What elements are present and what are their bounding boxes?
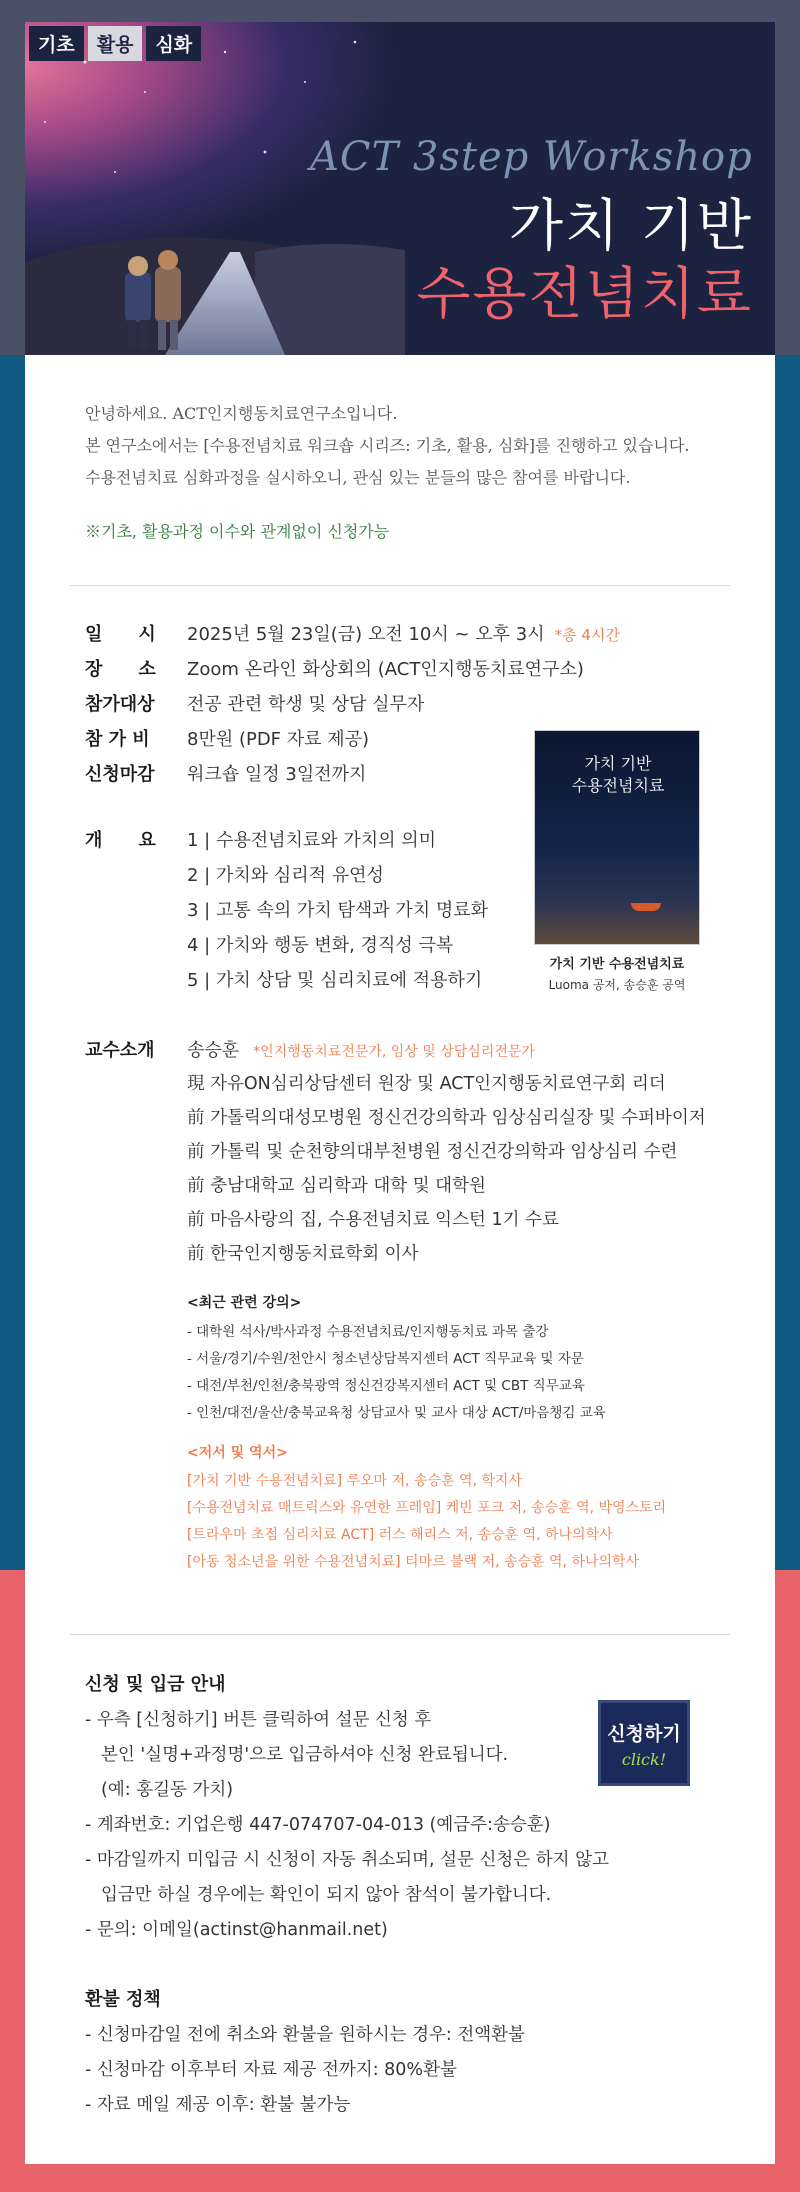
instructor-label: 교수소개 [85,1040,155,1061]
hero-title-line1: 가치 기반 [508,194,753,259]
refund-section [85,1985,725,2126]
career-item: 前 마음사랑의 집, 수용전념치료 익스턴 1기 수료 [187,1210,559,1230]
date-note: *총 4시간 [554,626,620,644]
divider-bottom [70,1634,730,1635]
intro-section [85,398,725,548]
intro-line-2: 본 연구소에서는 [수용전념치료 워크숍 시리즈: 기초, 활용, 심화]를 진행하고 있습니다. [85,436,690,455]
apply-button-sub: click! [621,1750,667,1769]
lecture-item: - 대전/부천/인천/충북광역 정신건강복지센터 ACT 및 CBT 직무교육 [187,1378,585,1394]
instructor-name: 송승훈 [187,1040,240,1061]
outline-item: 3 | 고통 속의 가치 탐색과 가치 명료화 [187,900,488,921]
lecture-item: - 대학원 석사/박사과정 수용전념치료/인지행동치료 과목 출강 [187,1324,549,1340]
outline-label: 개 요 [85,830,156,851]
place-label: 장 소 [85,659,156,680]
book-block [534,730,700,993]
outline-section [85,826,545,1001]
target-value: 전공 관련 학생 및 상담 실무자 [187,694,425,715]
book-cover-image [534,730,700,945]
hero-title-line2: 수용전념치료 [416,262,753,327]
lectures-title: <최근 관련 강의> [187,1295,302,1311]
fee-value: 8만원 (PDF 자료 제공) [187,729,370,750]
workshop-script-title: ACT 3step Workshop [310,134,753,180]
fee-label: 참 가 비 [85,729,150,750]
outline-row [85,826,545,1001]
tab-application: 활용 [88,26,143,61]
info-row-date [85,620,745,655]
apply-title: 신청 및 입금 안내 [85,1674,226,1695]
lectures-list [187,1292,765,1428]
info-row-place [85,655,745,690]
book-caption-title: 가치 기반 수용전념치료 [549,957,685,972]
refund-line: - 자료 메일 제공 이후: 환불 불가능 [85,2095,351,2115]
instructor-specialty: *인지행동치료전문가, 임상 및 상담심리전문가 [253,1044,535,1060]
instructor-section [85,1036,765,1578]
career-item: 前 가톨릭 및 순천향의대부천병원 정신건강의학과 임상심리 수련 [187,1142,678,1162]
book-cover-title-2: 수용전념치료 [571,776,665,795]
book-item: [가치 기반 수용전념치료] 루오마 저, 송승훈 역, 학지사 [187,1473,522,1489]
target-label: 참가대상 [85,694,155,715]
intro-line-1: 안녕하세요. ACT인지행동치료연구소입니다. [85,404,398,423]
apply-line: - 우측 [신청하기] 버튼 클릭하여 설문 신청 후 [85,1710,432,1730]
apply-button[interactable] [598,1700,690,1786]
tab-advanced: 심화 [146,26,201,61]
tab-basic: 기초 [29,26,84,61]
career-list [187,1070,765,1274]
info-row-target [85,690,745,725]
career-item: 前 가톨릭의대성모병원 정신건강의학과 임상심리실장 및 수퍼바이저 [187,1108,706,1128]
date-value: 2025년 5월 23일(금) 오전 10시 ~ 오후 3시 [187,624,545,645]
career-item: 前 한국인지행동치료학회 이사 [187,1244,419,1264]
career-item: 現 자유ON심리상담센터 원장 및 ACT인지행동치료연구회 리더 [187,1074,666,1094]
refund-title: 환불 정책 [85,1989,161,2010]
apply-line: 본인 '실명+과정명'으로 입금하셔야 신청 완료됩니다. [101,1745,509,1765]
book-cover-title-1: 가치 기반 [584,754,652,773]
hero-banner [25,22,775,355]
outline-item: 1 | 수용전념치료와 가치의 의미 [187,830,437,851]
boat-icon [631,903,661,911]
refund-line: - 신청마감일 전에 취소와 환불을 원하시는 경우: 전액환불 [85,2025,525,2045]
divider-top [70,585,730,586]
date-label: 일 시 [85,624,156,645]
career-item: 前 충남대학교 심리학과 대학 및 대학원 [187,1176,486,1196]
apply-line: 입금만 하실 경우에는 확인이 되지 않아 참석이 불가합니다. [101,1885,552,1905]
book-item: [아동 청소년을 위한 수용전념치료] 티마르 블랙 저, 송승훈 역, 하나의학사 [187,1554,640,1570]
apply-button-label: 신청하기 [607,1723,681,1745]
refund-line: - 신청마감 이후부터 자료 제공 전까지: 80%환불 [85,2060,457,2080]
book-caption-authors: Luoma 공저, 송승훈 공역 [548,978,686,992]
outline-item: 4 | 가치와 행동 변화, 경직성 극복 [187,935,454,956]
lecture-item: - 인천/대전/울산/충북교육청 상담교사 및 교사 대상 ACT/마음챙김 교육 [187,1405,606,1421]
apply-line: (예: 홍길동 가치) [101,1780,234,1800]
instructor-header [85,1036,765,1070]
level-tabs [29,26,205,61]
outline-item: 2 | 가치와 심리적 유연성 [187,865,384,886]
books-title: <저서 및 역서> [187,1445,288,1461]
intro-line-3: 수용전념치료 심화과정을 실시하오니, 관심 있는 분들의 많은 참여를 바랍니다. [85,468,631,487]
books-list [187,1442,765,1578]
apply-line: - 계좌번호: 기업은행 447-074707-04-013 (예금주:송승훈) [85,1815,551,1835]
apply-line: - 마감일까지 미입금 시 신청이 자동 취소되며, 설문 신청은 하지 않고 [85,1850,609,1870]
intro-note: ※기초, 활용과정 이수와 관계없이 신청가능 [85,522,390,541]
outline-item: 5 | 가치 상담 및 심리치료에 적용하기 [187,970,483,991]
apply-line: - 문의: 이메일(actinst@hanmail.net) [85,1920,388,1940]
deadline-label: 신청마감 [85,764,155,785]
lecture-item: - 서울/경기/수원/천안시 청소년상담복지센터 ACT 직무교육 및 자문 [187,1351,584,1367]
outline-list [187,826,488,1001]
place-value: Zoom 온라인 화상회의 (ACT인지행동치료연구소) [187,659,584,680]
book-item: [수용전념치료 매트릭스와 유연한 프레임] 케빈 포크 저, 송승훈 역, 박영스토리 [187,1500,667,1516]
book-item: [트라우마 초점 심리치료 ACT] 러스 해리스 저, 송승훈 역, 하나의학사 [187,1527,613,1543]
deadline-value: 워크숍 일정 3일전까지 [187,764,367,785]
